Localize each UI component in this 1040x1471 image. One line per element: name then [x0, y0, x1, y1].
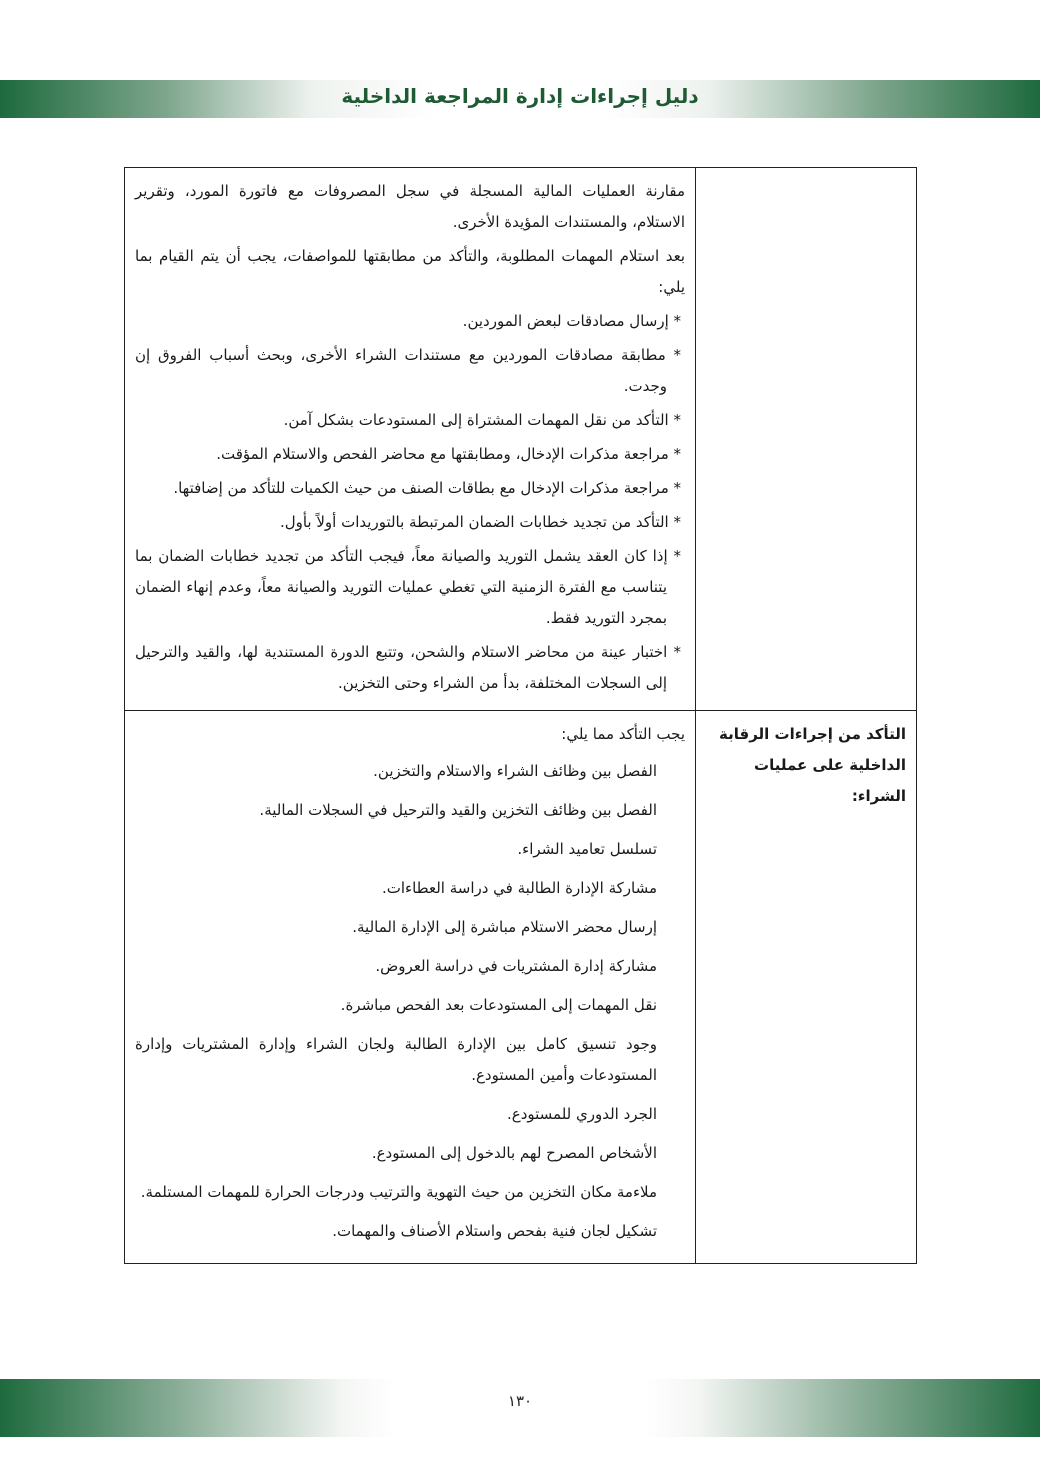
row-1-content-cell — [125, 168, 696, 711]
list-item: تشكيل لجان فنية بفحص واستلام الأصناف والمهمات. — [332, 1222, 657, 1240]
row-2-label-cell: التأكد من إجراءات الرقابة الداخلية على عمليات الشراء: — [696, 711, 917, 1264]
row-1-label-cell — [696, 168, 917, 711]
list-item: * التأكد من تجديد خطابات الضمان المرتبطة بالتوريدات أولاً بأول. — [279, 513, 681, 531]
list-item: * مراجعة مذكرات الإدخال، ومطابقتها مع محاضر الفحص والاستلام المؤقت. — [216, 445, 681, 463]
list-item: الفصل بين وظائف الشراء والاستلام والتخزين. — [373, 762, 657, 780]
table-row — [125, 711, 917, 1264]
list-item: * اختبار عينة من محاضر الاستلام والشحن، وتتبع الدورة المستندية لها، والقيد والترحيل إلى السجلات المختلفة، بدأ من الشراء وحتى التخزين. — [135, 643, 681, 692]
list-item: تسلسل تعاميد الشراء. — [517, 840, 657, 858]
list-item: * إذا كان العقد يشمل التوريد والصيانة معاً، فيجب التأكد من تجديد خطابات الضمان بما يتناسب مع الفترة الزمنية التي تغطي عمليات التوريد والصيانة معاً، وعدم إنهاء الضمان بمجرد التوريد فقط. — [135, 547, 681, 627]
list-item: إرسال محضر الاستلام مباشرة إلى الإدارة المالية. — [352, 918, 657, 936]
list-intro: يجب التأكد مما يلي: — [561, 725, 685, 743]
list-item: * التأكد من نقل المهمات المشتراة إلى المستودعات بشكل آمن. — [283, 411, 681, 429]
list-item: مشاركة إدارة المشتريات في دراسة العروض. — [375, 957, 657, 975]
list-item: ملاءمة مكان التخزين من حيث التهوية والترتيب ودرجات الحرارة للمهمات المستلمة. — [140, 1183, 657, 1201]
list-item: الفصل بين وظائف التخزين والقيد والترحيل في السجلات المالية. — [259, 801, 657, 819]
paragraph: مقارنة العمليات المالية المسجلة في سجل المصروفات مع فاتورة المورد، وتقرير الاستلام، والمستندات المؤيدة الأخرى. — [135, 182, 685, 231]
row-2-content-cell — [125, 711, 696, 1264]
paragraph: بعد استلام المهمات المطلوبة، والتأكد من مطابقتها للمواصفات، يجب أن يتم القيام بما يلي: — [135, 247, 685, 296]
procedures-table — [124, 167, 917, 1264]
page-header-title: دليل إجراءات إدارة المراجعة الداخلية — [341, 84, 699, 108]
list-item: مشاركة الإدارة الطالبة في دراسة العطاءات. — [381, 879, 657, 897]
list-item: * إرسال مصادقات لبعض الموردين. — [462, 312, 681, 330]
list-item: الأشخاص المصرح لهم بالدخول إلى المستودع. — [371, 1144, 657, 1162]
list-item: وجود تنسيق كامل بين الإدارة الطالبة ولجان الشراء وإدارة المشتريات وإدارة المستودعات وأمين المستودع. — [135, 1035, 657, 1084]
table-row — [125, 168, 917, 711]
list-item: الجرد الدوري للمستودع. — [506, 1105, 657, 1123]
page-number: ١٣٠ — [507, 1392, 533, 1410]
list-item: نقل المهمات إلى المستودعات بعد الفحص مباشرة. — [340, 996, 657, 1014]
list-item: * مطابقة مصادقات الموردين مع مستندات الشراء الأخرى، وبحث أسباب الفروق إن وجدت. — [135, 346, 681, 395]
list-item: * مراجعة مذكرات الإدخال مع بطاقات الصنف من حيث الكميات للتأكد من إضافتها. — [173, 479, 681, 497]
